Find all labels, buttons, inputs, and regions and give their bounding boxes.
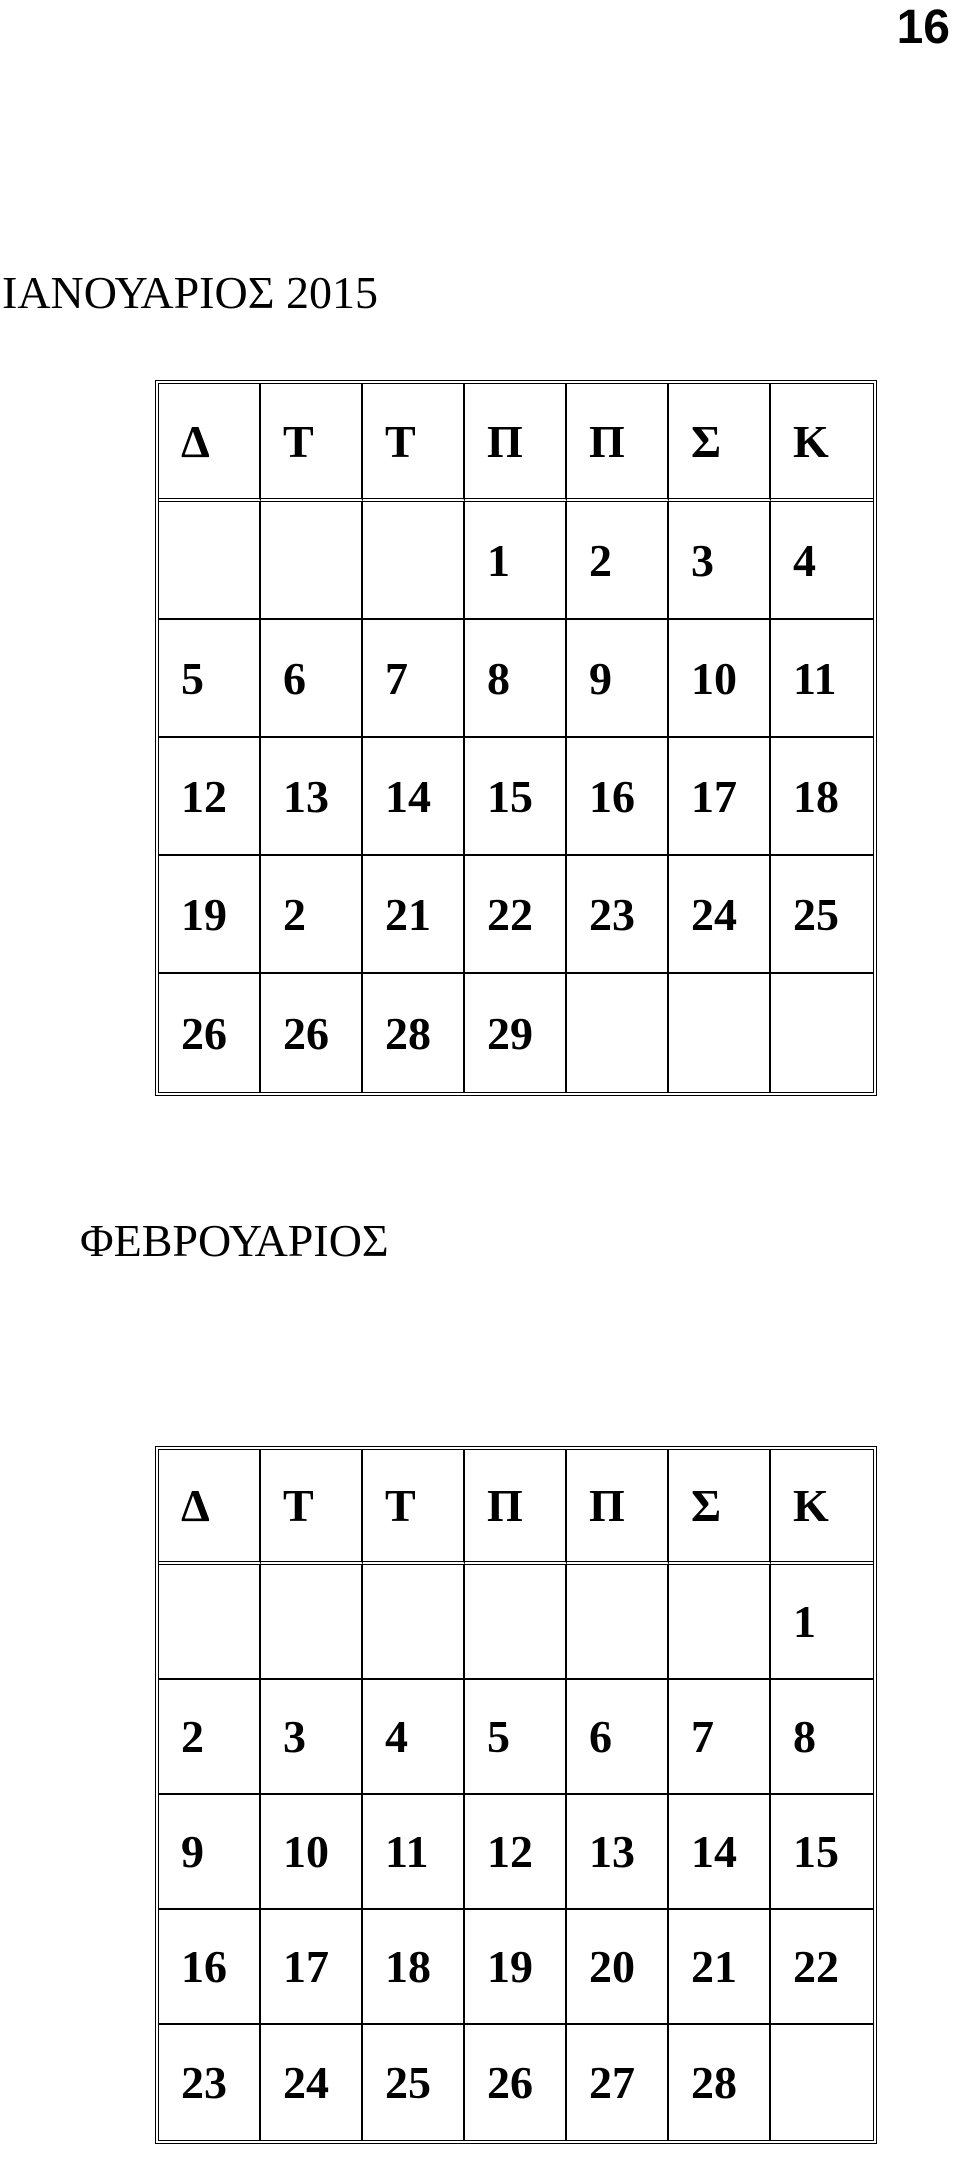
weekday-header: Τ xyxy=(363,384,465,502)
day-cell: 10 xyxy=(669,620,771,738)
day-cell: 2 xyxy=(159,1680,261,1795)
day-cell: 21 xyxy=(363,856,465,974)
month-title-february: ΦΕΒΡΟΥΑΡΙΟΣ xyxy=(80,1215,389,1266)
day-cell xyxy=(159,1565,261,1680)
day-cell xyxy=(159,502,261,620)
day-cell: 14 xyxy=(669,1795,771,1910)
day-cell: 6 xyxy=(261,620,363,738)
week-row xyxy=(159,1795,873,1910)
day-cell xyxy=(669,1565,771,1680)
day-cell xyxy=(567,1565,669,1680)
weekday-header: Σ xyxy=(669,1450,771,1565)
day-cell: 5 xyxy=(159,620,261,738)
day-cell: 4 xyxy=(771,502,873,620)
day-cell: 22 xyxy=(771,1910,873,2025)
day-cell: 21 xyxy=(669,1910,771,2025)
day-cell: 23 xyxy=(567,856,669,974)
day-cell: 13 xyxy=(261,738,363,856)
day-cell xyxy=(261,1565,363,1680)
day-cell xyxy=(363,502,465,620)
day-cell: 16 xyxy=(159,1910,261,2025)
day-cell: 16 xyxy=(567,738,669,856)
day-cell: 17 xyxy=(261,1910,363,2025)
day-cell: 19 xyxy=(465,1910,567,2025)
day-cell xyxy=(771,2025,873,2140)
day-cell: 26 xyxy=(159,974,261,1092)
day-cell: 8 xyxy=(771,1680,873,1795)
day-cell: 12 xyxy=(465,1795,567,1910)
day-cell: 7 xyxy=(669,1680,771,1795)
day-cell: 25 xyxy=(363,2025,465,2140)
day-cell xyxy=(363,1565,465,1680)
day-cell: 12 xyxy=(159,738,261,856)
day-cell: 1 xyxy=(465,502,567,620)
calendar-february xyxy=(155,1446,877,2144)
day-cell: 11 xyxy=(771,620,873,738)
week-row xyxy=(159,1680,873,1795)
day-cell: 24 xyxy=(669,856,771,974)
day-cell: 3 xyxy=(261,1680,363,1795)
day-cell: 2 xyxy=(567,502,669,620)
week-row xyxy=(159,2025,873,2140)
weekday-header-row xyxy=(159,1450,873,1565)
day-cell: 9 xyxy=(567,620,669,738)
week-row xyxy=(159,974,873,1092)
day-cell xyxy=(771,974,873,1092)
day-cell: 28 xyxy=(363,974,465,1092)
day-cell: 25 xyxy=(771,856,873,974)
day-cell: 11 xyxy=(363,1795,465,1910)
day-cell: 5 xyxy=(465,1680,567,1795)
weekday-header: Π xyxy=(567,384,669,502)
day-cell: 26 xyxy=(261,974,363,1092)
day-cell: 3 xyxy=(669,502,771,620)
day-cell: 18 xyxy=(363,1910,465,2025)
week-row xyxy=(159,738,873,856)
day-cell: 10 xyxy=(261,1795,363,1910)
day-cell: 17 xyxy=(669,738,771,856)
day-cell xyxy=(567,974,669,1092)
weekday-header: Δ xyxy=(159,1450,261,1565)
month-title-january: ΙΑΝΟΥΑΡΙΟΣ 2015 xyxy=(2,267,378,318)
day-cell: 23 xyxy=(159,2025,261,2140)
weekday-header: Σ xyxy=(669,384,771,502)
weekday-header: Τ xyxy=(261,1450,363,1565)
day-cell: 29 xyxy=(465,974,567,1092)
weekday-header: Τ xyxy=(261,384,363,502)
week-row xyxy=(159,620,873,738)
week-row xyxy=(159,1565,873,1680)
weekday-header: Κ xyxy=(771,384,873,502)
day-cell: 19 xyxy=(159,856,261,974)
day-cell: 2 xyxy=(261,856,363,974)
day-cell: 27 xyxy=(567,2025,669,2140)
weekday-header-row xyxy=(159,384,873,502)
day-cell: 18 xyxy=(771,738,873,856)
weekday-header: Τ xyxy=(363,1450,465,1565)
page-number: 16 xyxy=(896,1,950,54)
day-cell: 22 xyxy=(465,856,567,974)
weekday-header: Κ xyxy=(771,1450,873,1565)
day-cell: 20 xyxy=(567,1910,669,2025)
weekday-header: Δ xyxy=(159,384,261,502)
day-cell xyxy=(261,502,363,620)
day-cell: 4 xyxy=(363,1680,465,1795)
day-cell: 13 xyxy=(567,1795,669,1910)
day-cell: 28 xyxy=(669,2025,771,2140)
day-cell: 15 xyxy=(771,1795,873,1910)
weekday-header: Π xyxy=(465,1450,567,1565)
weekday-header: Π xyxy=(567,1450,669,1565)
day-cell: 24 xyxy=(261,2025,363,2140)
day-cell xyxy=(465,1565,567,1680)
day-cell: 6 xyxy=(567,1680,669,1795)
day-cell: 26 xyxy=(465,2025,567,2140)
week-row xyxy=(159,1910,873,2025)
week-row xyxy=(159,502,873,620)
day-cell: 1 xyxy=(771,1565,873,1680)
calendar-january xyxy=(155,380,877,1096)
day-cell xyxy=(669,974,771,1092)
day-cell: 14 xyxy=(363,738,465,856)
day-cell: 7 xyxy=(363,620,465,738)
day-cell: 9 xyxy=(159,1795,261,1910)
day-cell: 8 xyxy=(465,620,567,738)
weekday-header: Π xyxy=(465,384,567,502)
week-row xyxy=(159,856,873,974)
day-cell: 15 xyxy=(465,738,567,856)
